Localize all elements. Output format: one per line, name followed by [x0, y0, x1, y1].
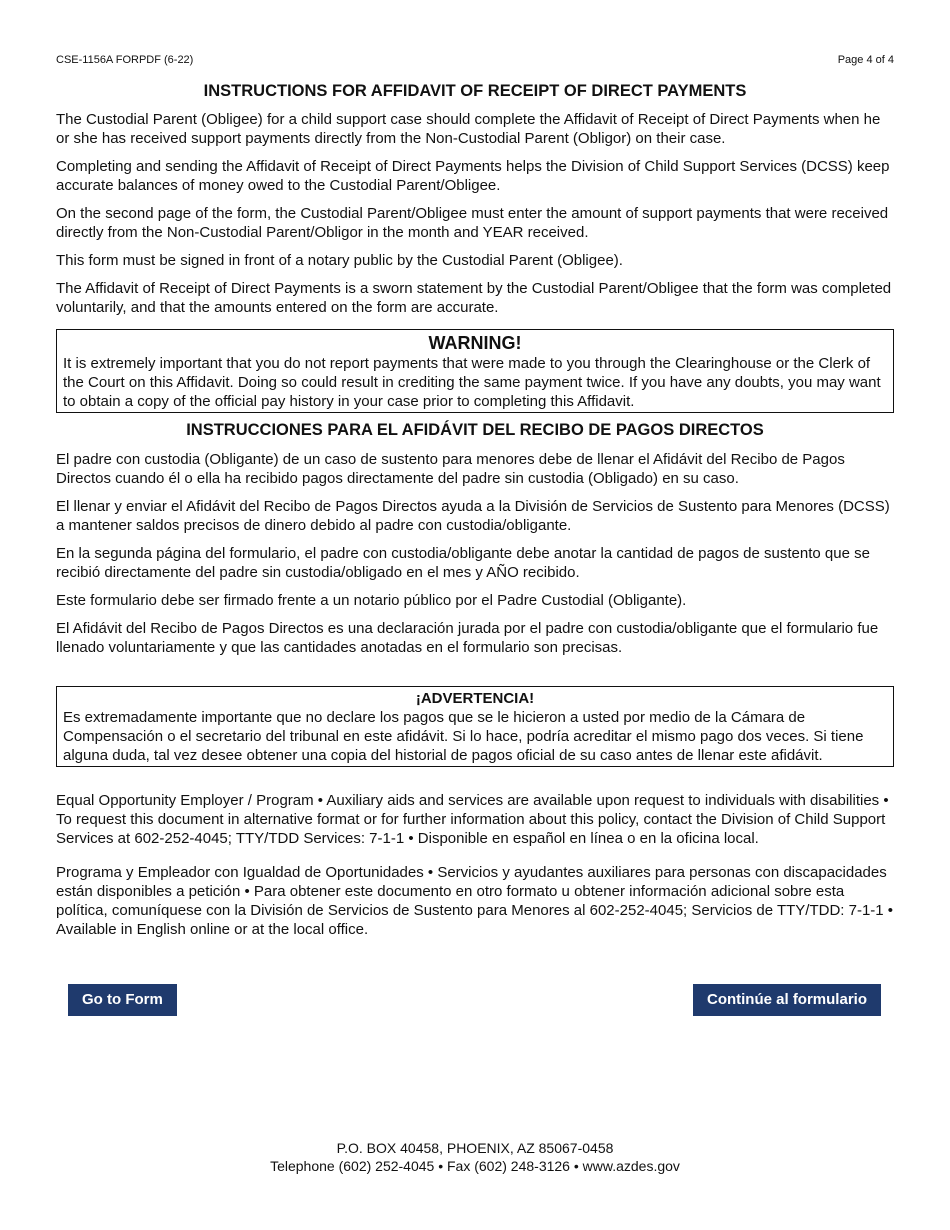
english-paragraph: The Custodial Parent (Obligee) for a child support case should complete the Affidavit of Receipt of Direct Payments when he or she has received support payments directly from the Non-Custodial Parent (Obligor) on their case. — [56, 111, 881, 147]
navigation-buttons — [68, 984, 881, 1016]
footer-contact: Telephone (602) 252-4045 • Fax (602) 248-3126 • www.azdes.gov — [270, 1158, 680, 1174]
go-to-form-button[interactable]: Go to Form — [68, 984, 177, 1016]
english-paragraph: On the second page of the form, the Custodial Parent/Obligee must enter the amount of support payments that were received directly from the Non-Custodial Parent/Obligor in the month and YEAR received. — [56, 205, 889, 241]
english-paragraph: Completing and sending the Affidavit of Receipt of Direct Payments helps the Division of Child Support Services (DCSS) keep accurate balances of money owed to the Custodial Parent/Obligee. — [56, 158, 890, 194]
english-warning-title: WARNING! — [428, 333, 522, 353]
spanish-title: INSTRUCCIONES PARA EL AFIDÁVIT DEL RECIBO DE PAGOS DIRECTOS — [186, 421, 764, 439]
spanish-paragraph: En la segunda página del formulario, el padre con custodia/obligante debe anotar la cantidad de pagos de sustento que se recibió directamente del padre sin custodia/obligado en el mes y AÑO recibido. — [56, 545, 870, 581]
spanish-instructions — [56, 420, 894, 657]
spanish-paragraph: El Afidávit del Recibo de Pagos Directos es una declaración jurada por el padre con custodia/obligante que el formulario fue llenado voluntariamente y que las cantidades anotadas en el formulario son precisas. — [56, 620, 879, 656]
spanish-paragraph: El padre con custodia (Obligante) de un caso de sustento para menores debe de llenar el Afidávit del Recibo de Pagos Directos cuando él o ella ha recibido pagos directamente del padre sin custodia (Obligado) en su caso. — [56, 451, 845, 487]
spanish-warning-text: Es extremadamente importante que no declare los pagos que se le hicieron a usted por medio de la Cámara de Compensación o el secretario del tribunal en este afidávit. Si lo hace, podría acreditar el mismo pago dos veces. Si tiene alguna duda, tal vez desee obtener una copia del historial de pagos oficial de su caso antes de llenar este afidávit. — [63, 709, 864, 764]
english-warning-text: It is extremely important that you do not report payments that were made to you through the Clearinghouse or the Clerk of the Court on this Affidavit. Doing so could result in crediting the same payment twice. If you have any doubts, you may want to obtain a copy of the official pay history in your case prior to completing this Affidavit. — [63, 355, 881, 410]
english-paragraph: The Affidavit of Receipt of Direct Payments is a sworn statement by the Custodial Parent/Obligee that the form was completed voluntarily, and that the amounts entered on the form are accurate. — [56, 280, 892, 316]
spanish-paragraph: El llenar y enviar el Afidávit del Recibo de Pagos Directos ayuda a la División de Servicios de Sustento para Menores (DCSS) a mantener saldos precisos de dinero debido al padre con custodia/obligante. — [56, 498, 890, 534]
spanish-warning-box — [56, 686, 894, 767]
spanish-paragraph: Este formulario debe ser firmado frente a un notario público por el Padre Custodial (Obligante). — [56, 592, 687, 609]
english-paragraph: This form must be signed in front of a notary public by the Custodial Parent (Obligee). — [56, 252, 623, 269]
page-footer — [56, 1139, 894, 1175]
english-title: INSTRUCTIONS FOR AFFIDAVIT OF RECEIPT OF DIRECT PAYMENTS — [203, 82, 747, 100]
english-instructions — [56, 81, 894, 413]
eeo-english: Equal Opportunity Employer / Program • Auxiliary aids and services are available upon request to individuals with disabilities • To request this document in alternative format or for further information about this policy, contact the Division of Child Support Services at 602-252-4045; TTY/TDD Services: 7-1-1 • Disponible en español en línea o en la oficina local. — [56, 792, 889, 847]
continue-form-button[interactable]: Continúe al formulario — [693, 984, 881, 1016]
footer-address: P.O. BOX 40458, PHOENIX, AZ 85067-0458 — [336, 1140, 614, 1156]
eeo-spanish: Programa y Empleador con Igualdad de Oportunidades • Servicios y ayudantes auxiliares para personas con discapacidades están disponibles a petición • Para obtener este documento en otro formato u obtener información adicional sobre esta política, comuníquese con la División de Servicios de Sustento para Menores al 602-252-4045; Servicios de TTY/TDD: 7-1-1 • Available in English online or at the local office. — [56, 864, 894, 938]
page-header — [56, 54, 894, 67]
page-number: Page 4 of 4 — [837, 54, 894, 66]
form-id: CSE-1156A FORPDF (6-22) — [56, 54, 194, 66]
equal-opportunity-notice — [56, 791, 894, 939]
spanish-warning-title: ¡ADVERTENCIA! — [415, 690, 535, 707]
english-warning-box — [56, 329, 894, 413]
